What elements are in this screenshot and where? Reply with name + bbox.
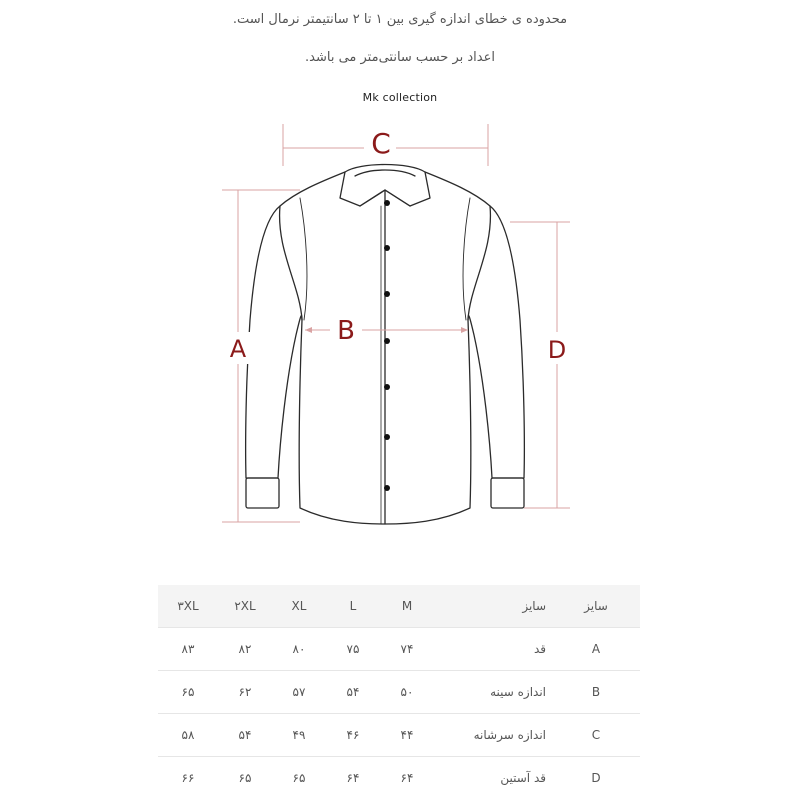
table-cell: ۵۴ <box>326 671 380 714</box>
units-note: اعداد بر حسب سانتی‌متر می باشد. <box>305 50 495 65</box>
table-cell: ۴۹ <box>272 714 326 757</box>
table-cell: ۵۰ <box>380 671 434 714</box>
label-d: D <box>547 336 567 364</box>
table-cell: ۶۵ <box>292 771 306 785</box>
measurement-name: قد <box>434 628 552 671</box>
left-sleeve <box>246 206 302 478</box>
table-row <box>158 628 640 671</box>
table-row <box>158 671 640 714</box>
table-cell: ۷۵ <box>326 628 380 671</box>
table-cell: ۶۴ <box>400 771 414 785</box>
measurement-name: اندازه سرشانه <box>434 714 552 757</box>
table-cell: ۶۶ <box>181 771 195 785</box>
size-header-3xl: ۳XL <box>158 585 218 628</box>
measurement-id-header: سایز <box>552 585 640 628</box>
brand-name: Mk collection <box>362 91 438 104</box>
right-cuff <box>491 478 524 508</box>
label-c: C <box>371 127 391 160</box>
table-cell: ۸۲ <box>218 628 272 671</box>
table-row <box>158 714 640 757</box>
table-row <box>158 757 640 800</box>
measurement-id: C <box>552 714 640 757</box>
table-cell: ۵۴ <box>218 714 272 757</box>
table-cell: ۵۸ <box>158 714 218 757</box>
left-cuff <box>246 478 279 508</box>
shirt-outline <box>246 165 525 525</box>
table-cell: ۶۴ <box>346 771 360 785</box>
measurement-id: A <box>552 628 640 671</box>
table-cell: ۸۰ <box>272 628 326 671</box>
table-cell: ۷۴ <box>380 628 434 671</box>
table-cell: ۶۲ <box>218 671 272 714</box>
measurement-id: B <box>552 671 640 714</box>
measurement-name: قد آستین <box>500 771 546 785</box>
right-sleeve <box>468 206 524 478</box>
measurement-error-note: محدوده ی خطای اندازه گیری بین ۱ تا ۲ سانتیمتر نرمال است. <box>232 12 568 27</box>
size-header-m: M <box>380 585 434 628</box>
table-cell: ۶۵ <box>158 671 218 714</box>
size-header-2xl: ۲XL <box>218 585 272 628</box>
size-table <box>158 585 640 799</box>
label-a: A <box>229 335 247 363</box>
table-cell: ۴۴ <box>380 714 434 757</box>
size-header-xl: XL <box>272 585 326 628</box>
size-header-l: L <box>326 585 380 628</box>
table-header-row <box>158 585 640 628</box>
measurement-id: D <box>591 771 601 785</box>
measurement-name-header: سایز <box>434 585 552 628</box>
table-cell: ۵۷ <box>272 671 326 714</box>
shirt-measurement-diagram <box>0 110 800 540</box>
dimension-lines <box>222 124 570 522</box>
table-cell: ۶۵ <box>238 771 252 785</box>
table-cell: ۸۳ <box>158 628 218 671</box>
measurement-name: اندازه سینه <box>434 671 552 714</box>
label-b: B <box>337 316 355 346</box>
table-cell: ۴۶ <box>326 714 380 757</box>
